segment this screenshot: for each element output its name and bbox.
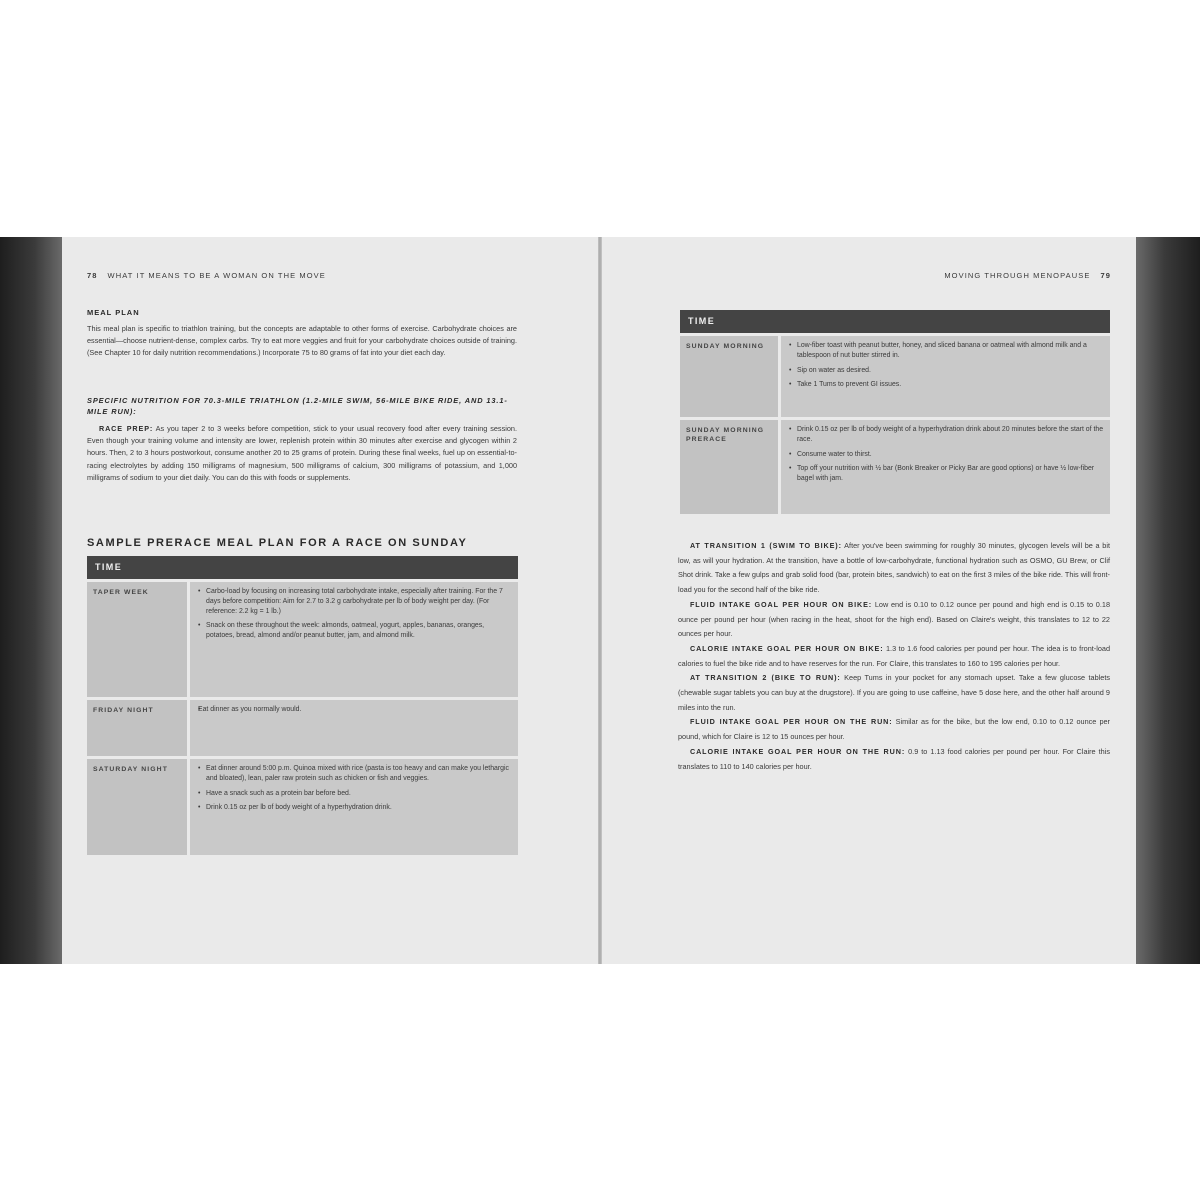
- race-prep-label: RACE PREP:: [99, 424, 154, 433]
- list-item: • Take 1 Tums to prevent GI issues.: [789, 380, 1104, 390]
- list-item: • Sip on water as desired.: [789, 366, 1104, 376]
- list-item: • Eat dinner as you normally would.: [198, 705, 512, 715]
- race-prep-text: As you taper 2 to 3 weeks before competition, stick to your usual recovery food after every training session. Even though your training volume and intensity are lower, replenish protein within 30 minutes after exercise and glycogen within 2 hours. Then, 2 to 3 hours postworkout, consume another 20 to 25 grams of protein. During these final weeks, fuel up on essential-to-racing electrolytes by adding 150 milligrams of magnesium, 500 milligrams of calcium, 300 milligrams of potassium, and 1,000 milligrams of sodium to your diet daily. You can do this with foods or supplements.: [87, 424, 517, 482]
- paragraph-label: AT TRANSITION 2 (BIKE TO RUN):: [690, 673, 841, 683]
- transition-guidance: [678, 539, 1110, 774]
- paragraph-label: CALORIE INTAKE GOAL PER HOUR ON BIKE:: [690, 643, 884, 653]
- paragraph-text: Low end is 0.10 to 0.12 ounce per pound and high end is 0.15 to 0.18 ounce per pound per hour (when racing in the heat, shoot for the high end). Based on Claire's weight, this translates to 12 to 22 ounces per hour.: [678, 599, 1111, 639]
- book-spread: [0, 237, 1200, 964]
- table-title: SAMPLE PRERACE MEAL PLAN FOR A RACE ON SUNDAY: [87, 537, 468, 549]
- row-label-sunday-morning: SUNDAY MORNING: [680, 336, 778, 417]
- paragraph-label: FLUID INTAKE GOAL PER HOUR ON BIKE:: [690, 599, 873, 609]
- right-page-number: 79: [1100, 271, 1111, 280]
- nutrition-subheading: SPECIFIC NUTRITION FOR 70.3-MILE TRIATHLON (1.2-MILE SWIM, 56-MILE BIKE RIDE, AND 13.1-MILE RUN):: [87, 396, 508, 416]
- row-content: [781, 420, 1110, 514]
- right-page: [602, 237, 1136, 964]
- list-item: • Consume water to thirst.: [789, 450, 1104, 460]
- prerace-meal-table: [87, 556, 518, 855]
- row-label-taper-week: TAPER WEEK: [87, 582, 187, 697]
- left-page-number: 78: [87, 271, 98, 280]
- intro-paragraph-text: This meal plan is specific to triathlon training, but the concepts are adaptable to other forms of exercise. Carbohydrate choices are essential—choose nutrient-dense, complex carbs. Try to eat more veggies and fruit for your carbohydrate choices outside of training. (See Chapter 10 for daily nutrition recommendations.) Incorporate 75 to 80 grams of fat into your diet each day.: [87, 324, 517, 358]
- row-content: [190, 759, 518, 855]
- race-prep-paragraph: [87, 423, 517, 484]
- paragraph-transition-1: [678, 539, 1110, 598]
- paragraph-label: AT TRANSITION 1 (SWIM TO BIKE):: [690, 541, 842, 550]
- paragraph-text: 1.3 to 1.6 food calories per pound per hour. The idea is to front-load calories to fuel the bike ride and to have reserves for the run. For Claire, this translates to 160 to 195 calories per hour.: [678, 643, 1111, 668]
- paragraph-calorie-run: [678, 745, 1110, 774]
- row-label-friday-night: FRIDAY NIGHT: [87, 700, 187, 756]
- row-content: [190, 582, 518, 697]
- table-row: [87, 582, 518, 697]
- table-header-time: TIME: [680, 310, 1110, 333]
- paragraph-label: CALORIE INTAKE GOAL PER HOUR ON THE RUN:: [690, 746, 906, 756]
- left-running-head: [87, 271, 326, 280]
- paragraph-calorie-bike: [678, 642, 1110, 671]
- list-item: • Carbo-load by focusing on increasing total carbohydrate intake, especially after training. For the 7 days before competition: Aim for 2.7 to 3.2 g carbohydrate per lb of body weight per day. (For reference: 2.2 kg = 1 lb.): [198, 587, 512, 616]
- left-running-title: WHAT IT MEANS TO BE A WOMAN ON THE MOVE: [107, 271, 326, 280]
- paragraph-label: FLUID INTAKE GOAL PER HOUR ON THE RUN:: [690, 717, 893, 727]
- left-book-edge: [0, 237, 62, 964]
- table-row: [87, 700, 518, 756]
- list-item: • Low-fiber toast with peanut butter, honey, and sliced banana or oatmeal with almond milk and a tablespoon of nut butter stirred in.: [789, 341, 1104, 361]
- right-running-head: [944, 271, 1111, 280]
- table-header-time: TIME: [87, 556, 518, 579]
- paragraph-transition-2: [678, 671, 1110, 715]
- list-item: • Have a snack such as a protein bar before bed.: [198, 789, 512, 799]
- list-item: • Drink 0.15 oz per lb of body weight of a hyperhydration drink about 20 minutes before the start of the race.: [789, 425, 1104, 445]
- table-row: [680, 420, 1110, 514]
- list-item: • Snack on these throughout the week: almonds, oatmeal, yogurt, apples, bananas, oranges, potatoes, bread, almond and/or peanut butter, jam, and almond milk.: [198, 621, 512, 641]
- paragraph-text: Similar as for the bike, but the low end, 0.10 to 0.12 ounce per pound, which for Claire is 12 to 15 ounces per hour.: [678, 717, 1110, 742]
- paragraph-text: 0.9 to 1.13 food calories per pound per hour. For Claire this translates to 110 to 140 calories per hour.: [678, 746, 1110, 771]
- race-day-table: [680, 310, 1110, 514]
- meal-plan-heading: MEAL PLAN: [87, 308, 140, 317]
- row-content: [190, 700, 518, 756]
- paragraph-fluid-run: [678, 715, 1110, 744]
- row-label-sunday-morning-prerace: SUNDAY MORNING PRERACE: [680, 420, 778, 514]
- right-book-edge: [1136, 237, 1200, 964]
- row-label-saturday-night: SATURDAY NIGHT: [87, 759, 187, 855]
- intro-paragraph: [87, 323, 517, 360]
- table-row: [680, 336, 1110, 417]
- paragraph-fluid-bike: [678, 598, 1110, 642]
- paragraph-text: After you've been swimming for roughly 30 minutes, glycogen levels will be a bit low, as will your hydration. At the transition, have a bottle of low-carbohydrate, functional hydration such as OSMO, GU Brew, or Clif Shot drink. Take a few gulps and grab solid food (bar, protein bites, sandwich) to eat on the first 3 miles of the bike ride. This will front-load you for the second half of the bike ride.: [678, 541, 1110, 595]
- list-item: • Eat dinner around 5:00 p.m. Quinoa mixed with rice (pasta is too heavy and can make you lethargic and bloated), lean, paler raw protein such as chicken or fish and veggies.: [198, 764, 512, 784]
- row-content: [781, 336, 1110, 417]
- right-running-title: MOVING THROUGH MENOPAUSE: [944, 271, 1091, 280]
- paragraph-text: Keep Tums in your pocket for any stomach upset. Take a few glucose tablets (chewable sugar tablets you can buy at the drugstore). If you are going to use caffeine, have 5 dose here, and the other half around 9 miles into the run.: [678, 673, 1111, 712]
- list-item: • Drink 0.15 oz per lb of body weight of a hyperhydration drink.: [198, 803, 512, 813]
- left-page: [62, 237, 598, 964]
- list-item: • Top off your nutrition with ½ bar (Bonk Breaker or Picky Bar are good options) or have ½ low-fiber bagel with jam.: [789, 464, 1104, 484]
- table-row: [87, 759, 518, 855]
